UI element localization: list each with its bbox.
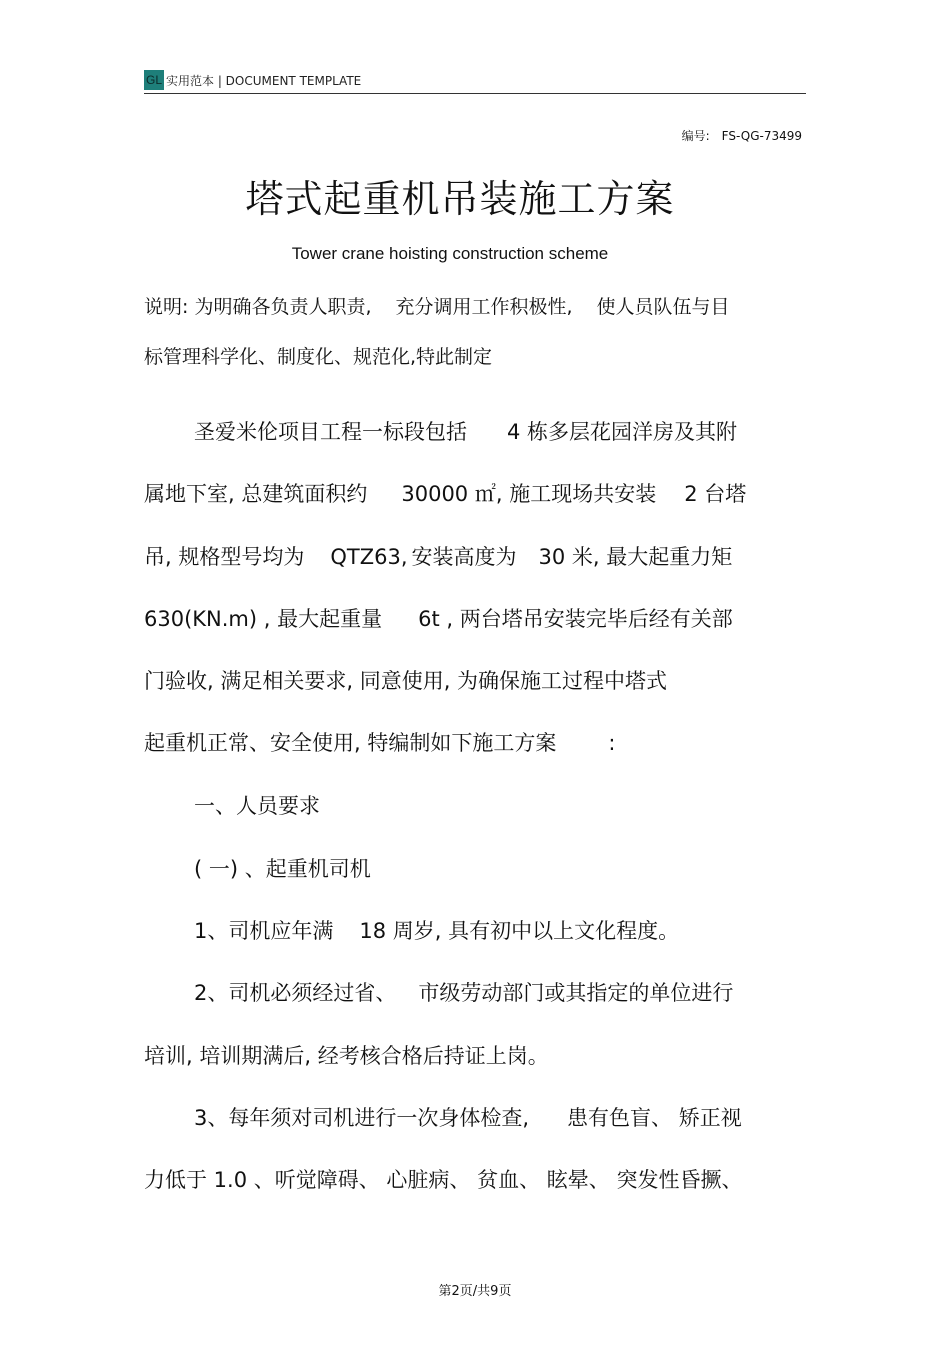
body-text: 1、司机应年满 [194,919,334,943]
paragraph-line [194,416,737,446]
paragraph-line [144,541,732,571]
document-number [682,127,802,144]
body-text: 市级劳动部门或其指定的单位进行 [418,981,734,1005]
body-text: 患有色盲、 矫正视 [567,1106,742,1130]
body-text: 4 栋多层花园洋房及其附 [507,420,738,444]
body-text: 630(KN.m) , 最大起重量 [144,607,383,631]
document-subtitle: Tower crane hoisting construction scheme [291,244,609,263]
body-text: 属地下室, 总建筑面积约 [144,482,368,506]
body-text: QTZ63, [330,545,408,569]
paragraph-line [144,727,615,757]
body-text: 6t , 两台塔吊安装完毕后经有关部 [418,607,733,631]
body-text: 30 米, 最大起重力矩 [538,545,733,569]
page-number: 第2页/共9页 [438,1284,512,1299]
body-text: 30000 ㎡, 施工现场共安装 [401,482,657,506]
paragraph-line [144,478,746,508]
document-title: 塔式起重机吊装施工方案 [245,177,675,221]
document-number-label: 编号: [681,129,710,143]
body-text: 3、每年须对司机进行一次身体检查, [194,1106,530,1130]
list-item [194,1102,742,1132]
description-text: 使人员队伍与目 [596,296,730,318]
logo: GL [144,70,164,90]
paragraph-line [144,603,733,633]
body-text: 2、司机必须经过省、 [194,981,397,1005]
list-item [194,915,679,945]
list-item-continuation: 培训, 培训期满后, 经考核合格后持证上岗。 [144,1044,549,1068]
body-text: : [608,731,616,755]
subsection-heading: ( 一) 、起重机司机 [194,857,371,881]
list-item [194,977,733,1007]
description-text: 说明: 为明确各负责人职责, [144,296,372,318]
description-text: 充分调用工作积极性, [395,296,573,318]
paragraph-line: 门验收, 满足相关要求, 同意使用, 为确保施工过程中塔式 [144,669,668,693]
page-header [144,70,806,92]
header-text: 实用范本 | DOCUMENT TEMPLATE [166,74,362,88]
list-item-continuation: 力低于 1.0 、听觉障碍、 心脏病、 贫血、 眩晕、 突发性昏撅、 [144,1168,743,1192]
header-divider [144,93,806,94]
document-number-value: FS-QG-73499 [721,129,802,143]
body-text: 起重机正常、安全使用, 特编制如下施工方案 [144,731,557,755]
body-text: 吊, 规格型号均为 [144,545,305,569]
description-line-2: 标管理科学化、制度化、规范化,特此制定 [144,346,493,368]
section-heading: 一、人员要求 [194,794,320,818]
description-line-1 [144,292,730,319]
body-text: 18 周岁, 具有初中以上文化程度。 [359,919,680,943]
body-text: 安装高度为 [411,545,517,569]
body-text: 2 台塔 [684,482,747,506]
body-text: 圣爱米伦项目工程一标段包括 [194,420,467,444]
